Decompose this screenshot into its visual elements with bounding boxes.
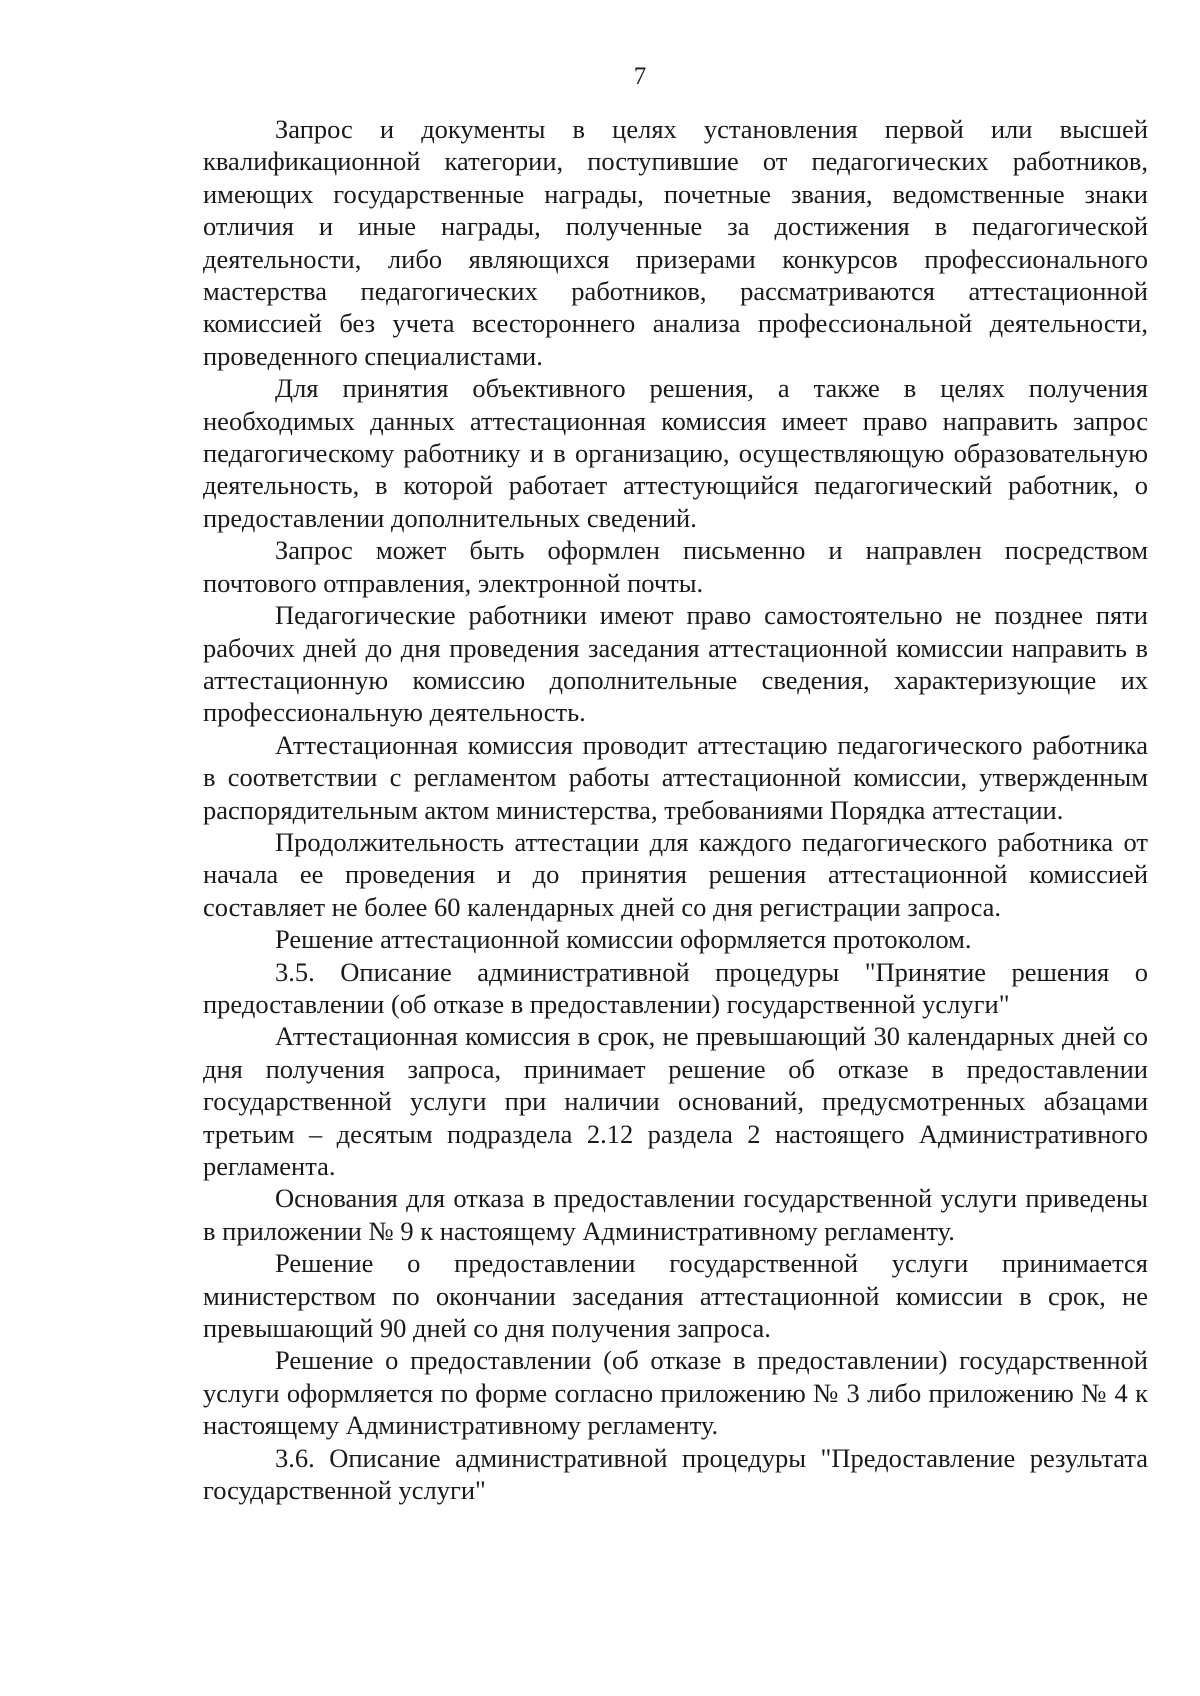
paragraph-additional-info-request: Для принятия объективного решения, а также в целях получения необходимых данных аттестационная комиссия имеет право направить запрос педагогическому работнику и в организацию, осуществляющую образовательную деятельность, в которой работает аттестующийся педагогический работник, о предоставлении дополнительных сведений. <box>203 373 1148 533</box>
paragraph-refusal-grounds: Основания для отказа в предоставлении государственной услуги приведены в приложении № 9 к настоящему Административному регламенту. <box>203 1183 1148 1246</box>
paragraph-attestation-duration: Продолжительность аттестации для каждого педагогического работника от начала ее проведения и до принятия решения аттестационной комиссией составляет не более 60 календарных дней со дня регистрации запроса. <box>203 826 1148 922</box>
section-heading-3-6: 3.6. Описание административной процедуры "Предоставление результата государственной услуги" <box>203 1442 1148 1506</box>
paragraph-attestation-conduct: Аттестационная комиссия проводит аттестацию педагогического работника в соответствии с регламентом работы аттестационной комиссии, утвержденным распорядительным актом министерства, требованиями Порядка аттестации. <box>203 729 1148 825</box>
paragraph-grant-decision: Решение о предоставлении государственной услуги принимается министерством по окончании заседания аттестационной комиссии в срок, не превышающий 90 дней со дня получения запроса. <box>203 1248 1148 1344</box>
paragraph-request-form: Запрос может быть оформлен письменно и направлен посредством почтового отправления, электронной почты. <box>203 535 1148 598</box>
section-heading-3-5: 3.5. Описание административной процедуры "Принятие решения о предоставлении (об отказе в предоставлении) государственной услуги" <box>203 956 1148 1019</box>
paragraph-refusal-decision: Аттестационная комиссия в срок, не превышающий 30 календарных дней со дня получения запроса, принимает решение об отказе в предоставлении государственной услуги при наличии оснований, предусмотренных абзацами третьим – десятым подраздела 2.12 раздела 2 настоящего Административного регламента. <box>203 1021 1148 1181</box>
paragraph-teacher-rights: Педагогические работники имеют право самостоятельно не позднее пяти рабочих дней до дня проведения заседания аттестационной комиссии направить в аттестационную комиссию дополнительные сведения, характеризующие их профессиональную деятельность. <box>203 600 1148 728</box>
paragraph-decision-form: Решение о предоставлении (об отказе в предоставлении) государственной услуги оформляется по форме согласно приложению № 3 либо приложению № 4 к настоящему Административному регламенту. <box>203 1345 1148 1441</box>
paragraph-commission-protocol: Решение аттестационной комиссии оформляется протоколом. <box>275 924 972 955</box>
paragraph-expert-review-exemption: Запрос и документы в целях установления первой или высшей квалификационной категории, поступившие от педагогических работников, имеющих государственные награды, почетные звания, ведомственные знаки отличия и иные награды, полученные за достижения в педагогической деятельности, либо являющихся призерами конкурсов профессионального мастерства педагогических работников, рассматриваются аттестационной комиссией без учета всестороннего анализа профессиональной деятельности, проведенного специалистами. <box>203 114 1148 371</box>
document-body <box>203 113 1148 1506</box>
page-number: 7 <box>633 63 647 90</box>
